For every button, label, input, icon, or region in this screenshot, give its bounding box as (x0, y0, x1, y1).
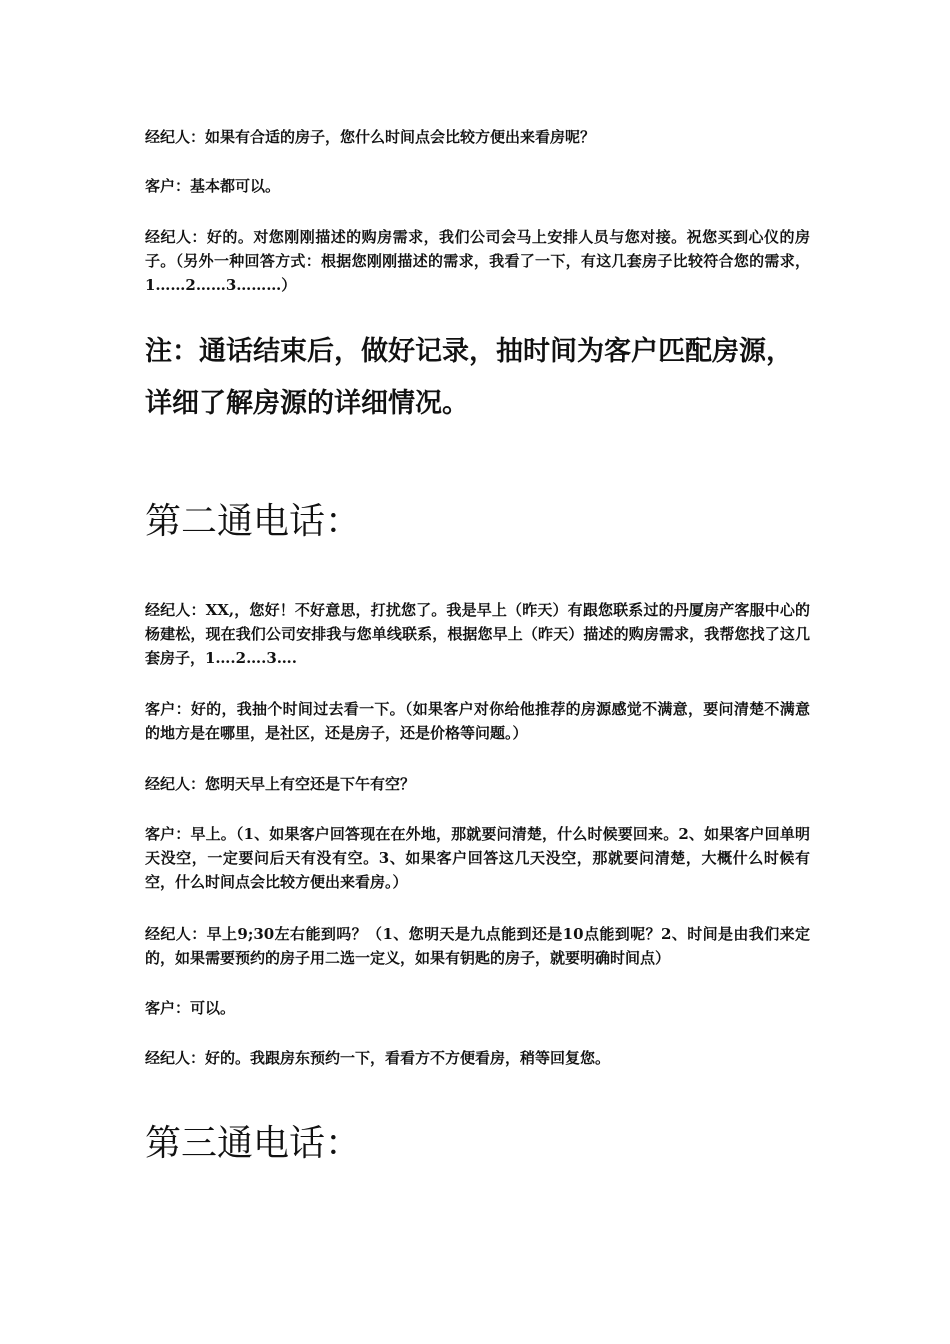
call1-agent-closing: 经纪人：好的。对您刚刚描述的购房需求，我们公司会马上安排人员与您对接。祝您买到心仪的房子。（另外一种回答方式：根据您刚刚描述的需求，我看了一下，有这几套房子比较符合您的需求，1……2……3………） (145, 228, 810, 294)
call2-agent-time-question: 经纪人：您明天早上有空还是下午有空？ (145, 775, 416, 793)
call2-client-reply: 客户：好的，我抽个时间过去看一下。（如果客户对你给他推荐的房源感觉不满意，要问清楚不满意的地方是在哪里，是社区，还是房子，还是价格等问题。） (145, 700, 810, 742)
call2-agent-landlord: 经纪人：好的。我跟房东预约一下，看看方不方便看房，稍等回复您。 (145, 1049, 611, 1067)
call2-client-morning: 客户：早上。（1、如果客户回答现在在外地，那就要问清楚，什么时候要回来。2、如果客户回单明天没空，一定要问后天有没有空。3、如果客户回答这几天没空，那就要问清楚，大概什么时候有空，什么时间点会比较方便出来看房。） (145, 825, 810, 891)
call2-client-ok: 客户：可以。 (145, 999, 236, 1017)
call1-client-reply: 客户：基本都可以。 (145, 177, 281, 195)
note-paragraph: 注：通话结束后，做好记录，抽时间为客户匹配房源，详细了解房源的详细情况。 (145, 336, 793, 419)
call3-heading: 第三通电话： (145, 1123, 362, 1164)
call2-heading: 第二通电话： (145, 501, 362, 542)
call2-agent-intro: 经纪人：XX,，您好！不好意思，打扰您了。我是早上（昨天）有跟您联系过的丹厦房产客服中心的杨建松，现在我们公司安排我与您单线联系，根据您早上（昨天）描述的购房需求，我帮您找了这几套房子，1….2….3…. (145, 601, 810, 667)
call1-agent-question: 经纪人：如果有合适的房子，您什么时间点会比较方便出来看房呢？ (145, 128, 596, 146)
call2-agent-confirm-time: 经纪人：早上9;30左右能到吗？（1、您明天是九点能到还是10点能到呢？2、时间是由我们来定的，如果需要预约的房子用二选一定义，如果有钥匙的房子，就要明确时间点） (145, 925, 810, 967)
